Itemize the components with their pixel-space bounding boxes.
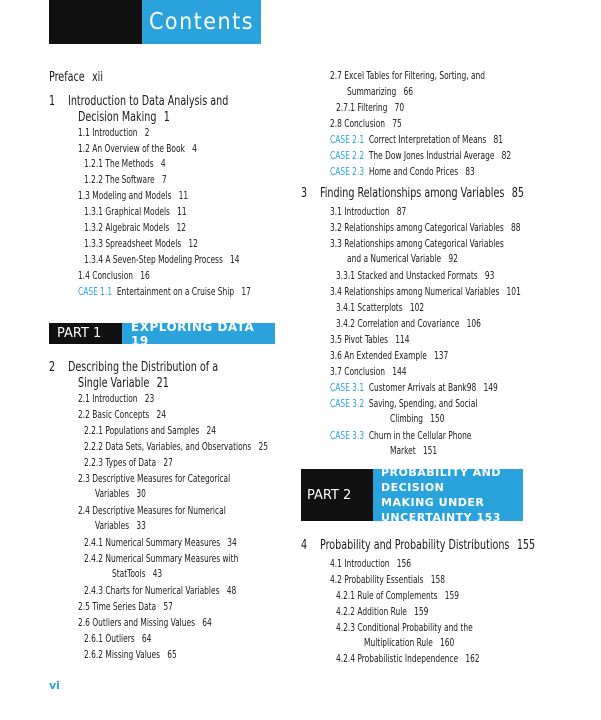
page-title: Contents [148,9,255,35]
toc-case-cont[interactable]: Market 151 [390,445,438,457]
toc-entry-cont[interactable]: and a Numerical Variable 92 [347,253,458,265]
toc-entry[interactable]: 1.3 Modeling and Models 11 [78,190,189,202]
toc-entry-cont[interactable]: Variables 30 [95,488,146,500]
part-1-banner[interactable] [49,319,275,348]
toc-entry[interactable]: 2.2 Basic Concepts 24 [78,409,166,421]
chapter-title[interactable]: Introduction to Data Analysis and [68,94,229,109]
toc-entry[interactable]: 1.2.2 The Software 7 [84,174,167,186]
toc-entry[interactable]: 3.5 Pivot Tables 114 [330,334,410,346]
part-label: PART 1 [49,323,122,344]
toc-entry[interactable]: 1.3.1 Graphical Models 11 [84,206,187,218]
toc-entry[interactable]: 1.2 An Overview of the Book 4 [78,143,197,155]
toc-case-cont[interactable]: Climbing 150 [390,413,445,425]
toc-entry-cont[interactable]: Variables 33 [95,520,146,532]
toc-entry[interactable]: 2.5 Time Series Data 57 [78,601,173,613]
toc-entry[interactable]: 1.2.1 The Methods 4 [84,158,166,170]
toc-entry[interactable]: 3.3 Relationships among Categorical Variables [330,238,504,250]
toc-entry[interactable]: 1.3.3 Spreadsheet Models 12 [84,238,198,250]
toc-entry[interactable]: 4.2.1 Rule of Complements 159 [336,590,460,602]
toc-entry[interactable]: 2.4.3 Charts for Numerical Variables 48 [84,585,237,597]
toc-entry[interactable]: 2.7 Excel Tables for Filtering, Sorting, and [330,70,486,82]
toc-entry[interactable]: 1.3.2 Algebraic Models 12 [84,222,186,234]
toc-entry[interactable]: 3.6 An Extended Example 137 [330,350,449,362]
toc-entry[interactable]: 2.3 Descriptive Measures for Categorical [78,473,231,485]
toc-entry[interactable]: 4.2.2 Addition Rule 159 [336,606,429,618]
toc-entry-cont[interactable]: StatTools 43 [112,568,163,580]
toc-entry[interactable]: 4.1 Introduction 156 [330,558,412,570]
chapter-number: 4 [301,538,308,553]
toc-entry-cont[interactable]: Multiplication Rule 160 [364,637,455,649]
toc-entry[interactable]: 3.2 Relationships among Categorical Variables 88 [330,222,521,234]
chapter-number: 2 [49,360,56,375]
toc-entry[interactable]: 1.1 Introduction 2 [78,127,150,139]
chapter-title[interactable]: Finding Relationships among Variables 85 [320,186,524,201]
toc-entry[interactable]: 1.4 Conclusion 16 [78,270,150,282]
part-label: PART 2 [301,469,373,521]
toc-entry[interactable]: 2.6 Outliers and Missing Values 64 [78,617,212,629]
toc-entry[interactable]: 2.4 Descriptive Measures for Numerical [78,505,226,517]
toc-entry[interactable]: 3.4.2 Correlation and Covariance 106 [336,318,481,330]
toc-entry[interactable]: 4.2 Probability Essentials 158 [330,574,446,586]
toc-entry[interactable]: 2.7.1 Filtering 70 [336,102,405,114]
toc-case[interactable]: CASE 2.2 The Dow Jones Industrial Average 82 [330,150,512,162]
header-black-block [49,0,142,44]
toc-entry[interactable]: 2.6.2 Missing Values 65 [84,649,177,661]
toc-case[interactable]: CASE 1.1 Entertainment on a Cruise Ship 17 [78,286,251,298]
chapter-number: 1 [49,94,56,109]
toc-entry[interactable]: 2.2.2 Data Sets, Variables, and Observations 25 [84,441,269,453]
chapter-number: 3 [301,186,308,201]
footer-page-number: vi [49,679,60,692]
part-2-banner[interactable] [301,466,523,524]
toc-entry-cont[interactable]: Summarizing 66 [347,86,414,98]
toc-entry[interactable]: 3.1 Introduction 87 [330,206,407,218]
toc-entry[interactable]: 4.2.3 Conditional Probability and the [336,622,473,634]
toc-entry[interactable]: 2.4.1 Numerical Summary Measures 34 [84,537,237,549]
toc-case[interactable]: CASE 3.2 Saving, Spending, and Social [330,398,478,410]
toc-entry-preface[interactable]: Preface xii [49,70,104,85]
part-title: PROBABILITY AND DECISION MAKING UNDER UNCERTAINTY 153 [373,469,523,521]
chapter-title-cont[interactable]: Decision Making 1 [78,110,170,125]
toc-entry[interactable]: 3.4 Relationships among Numerical Variables 101 [330,286,521,298]
part-title: EXPLORING DATA 19 [122,323,275,344]
chapter-title-cont[interactable]: Single Variable 21 [78,376,169,391]
toc-entry[interactable]: 2.4.2 Numerical Summary Measures with [84,553,239,565]
toc-entry[interactable]: 4.2.4 Probabilistic Independence 162 [336,653,480,665]
toc-case[interactable]: CASE 3.1 Customer Arrivals at Bank98 149 [330,382,498,394]
toc-entry[interactable]: 3.7 Conclusion 144 [330,366,407,378]
chapter-title[interactable]: Probability and Probability Distributions 155 [320,538,536,553]
toc-entry[interactable]: 2.8 Conclusion 75 [330,118,402,130]
toc-entry[interactable]: 1.3.4 A Seven-Step Modeling Process 14 [84,254,240,266]
toc-entry[interactable]: 3.4.1 Scatterplots 102 [336,302,425,314]
toc-entry[interactable]: 2.1 Introduction 23 [78,393,155,405]
chapter-title[interactable]: Describing the Distribution of a [68,360,219,375]
toc-entry[interactable]: 2.2.1 Populations and Samples 24 [84,425,217,437]
toc-case[interactable]: CASE 2.1 Correct Interpretation of Means 81 [330,134,504,146]
toc-entry[interactable]: 2.6.1 Outliers 64 [84,633,152,645]
toc-case[interactable]: CASE 3.3 Churn in the Cellular Phone [330,430,472,442]
toc-entry[interactable]: 3.3.1 Stacked and Unstacked Formats 93 [336,270,495,282]
toc-case[interactable]: CASE 2.3 Home and Condo Prices 83 [330,166,475,178]
toc-entry[interactable]: 2.2.3 Types of Data 27 [84,457,173,469]
